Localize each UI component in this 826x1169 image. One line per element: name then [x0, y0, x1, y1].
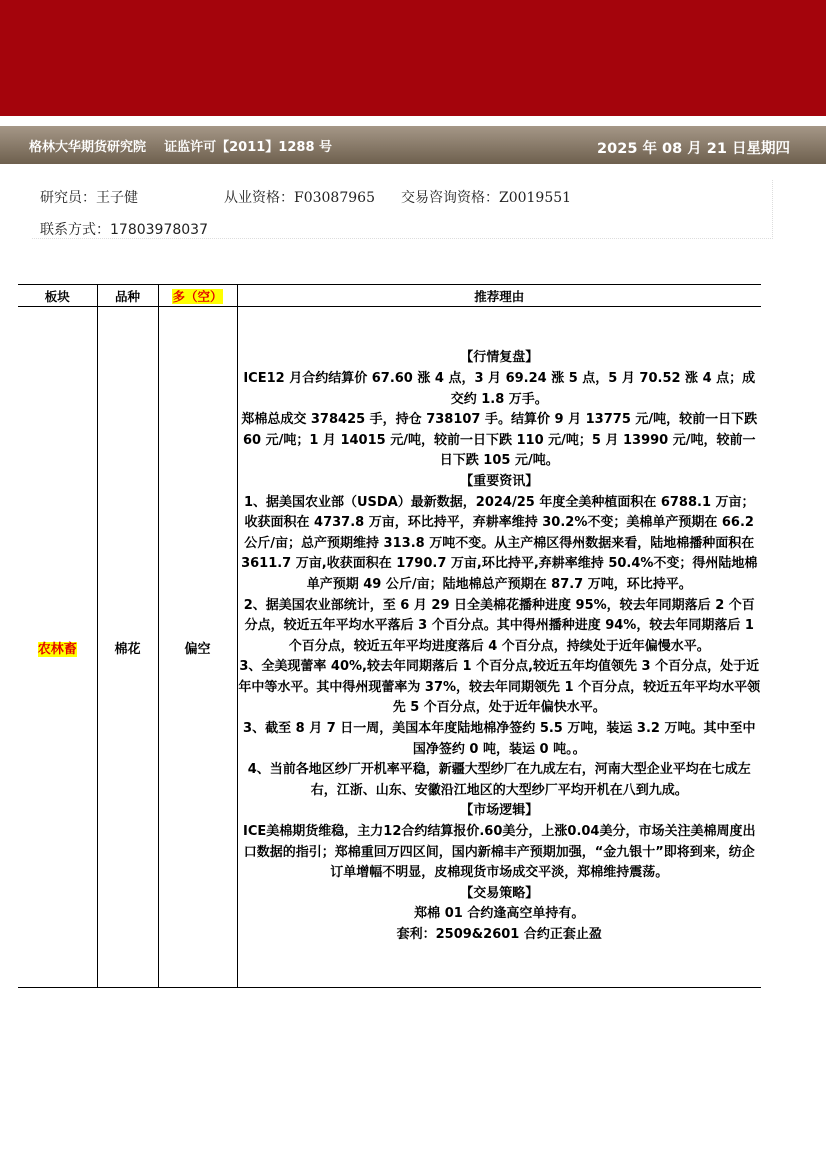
table-header-row — [18, 285, 761, 307]
org-name: 格林大华期货研究院 — [29, 140, 147, 155]
reason-paragraph: 郑棉总成交 378425 手，持仓 738107 手。结算价 9 月 13775 元/吨，较前一日下跌 60 元/吨；1 月 14015 元/吨，较前一日下跌 110 元/吨；5 月 13990 元/吨，较前一日下跌 105 元/吨。 — [241, 412, 758, 469]
reason-heading-strategy: 【交易策略】 — [460, 885, 539, 901]
researcher-name: 王子健 — [96, 190, 138, 206]
consult-number: Z0019551 — [498, 190, 572, 206]
license-number: 证监许可【2011】1288 号 — [164, 140, 333, 155]
reason-paragraph: ICE美棉期货维稳，主力12合约结算报价.60美分，上涨0.04美分，市场关注美棉周度出口数据的指引；郑棉重回万四区间，国内新棉丰产预期加强，“金九银十”即将到来，纺企订单增幅不明显，皮棉现货市场成交平淡，郑棉维持震荡。 — [243, 824, 756, 881]
header-sector: 板块 — [18, 285, 97, 307]
reason-paragraph: 2、据美国农业部统计，至 6 月 29 日全美棉花播种进度 95%，较去年同期落后 2 个百分点，较近五年平均水平落后 3 个百分点。其中得州播种进度 94%，较去年同期落后 1 个百分点，较近五年平均进度落后 4 个百分点，持续处于近年偏慢水平。 — [243, 597, 755, 654]
org-license-line — [29, 136, 332, 155]
reason-paragraph: ICE12 月合约结算价 67.60 涨 4 点，3 月 69.24 涨 5 点，5 月 70.52 涨 4 点；成交约 1.8 万手。 — [243, 370, 756, 407]
header-reason: 推荐理由 — [237, 285, 761, 307]
sector-value: 农林畜 — [37, 641, 77, 657]
reason-paragraph: 套利：2509&2601 合约正套止盈 — [396, 927, 602, 943]
reason-heading-news: 【重要资讯】 — [460, 473, 539, 489]
researcher-label: 研究员： — [40, 190, 96, 206]
reason-paragraph: 1、据美国农业部（USDA）最新数据，2024/25 年度全美种植面积在 6788.1 万亩；收获面积在 4737.8 万亩，环比持平，弃耕率维持 30.2%不变；美棉单产预期在 66.2 公斤/亩；总产预期维持 313.8 万吨不变。从主产棉区得州数据来看，陆地棉播种面积在 3611.7 万亩,收获面积在 1790.7 万亩,环比持平,弃耕率维持 50.4%不变；得州陆地棉单产预期 49 公斤/亩；陆地棉总产预期在 87.7 万吨，环比持平。 — [241, 494, 758, 592]
cell-sector — [18, 307, 97, 988]
cell-variety: 棉花 — [97, 307, 158, 988]
reason-paragraph: 4、当前各地区纱厂开机率平稳，新疆大型纱厂在九成左右，河南大型企业平均在七成左右，江浙、山东、安徽沿江地区的大型纱厂平均开机在八到九成。 — [247, 762, 751, 798]
header-direction — [158, 285, 237, 307]
reason-paragraph: 3、全美现蕾率 40%,较去年同期落后 1 个百分点,较近五年均值领先 3 个百分点，处于近年中等水平。其中得州现蕾率为 37%，较去年同期领先 1 个百分点，较近五年平均水平领先 5 个百分点，处于近年偏快水平。 — [238, 659, 761, 716]
report-date: 2025 年 08 月 21 日星期四 — [597, 141, 790, 157]
cell-direction: 偏空 — [158, 307, 237, 988]
contact-row — [40, 219, 208, 239]
direction-header-label: 多（空） — [172, 288, 223, 304]
reason-heading-logic: 【市场逻辑】 — [460, 803, 539, 819]
consult-label: 交易咨询资格： — [400, 190, 499, 206]
qualification-number: F03087965 — [294, 190, 375, 206]
cell-reason — [237, 307, 761, 988]
reason-heading-review: 【行情复盘】 — [460, 350, 539, 366]
contact-label: 联系方式： — [40, 222, 110, 238]
table-row — [18, 307, 761, 988]
qualification-label: 从业资格： — [224, 190, 294, 206]
researcher-row — [40, 187, 571, 207]
header-variety: 品种 — [97, 285, 158, 307]
recommendation-table — [18, 284, 761, 988]
contact-phone: 17803978037 — [110, 222, 208, 238]
reason-paragraph: 3、截至 8 月 7 日一周，美国本年度陆地棉净签约 5.5 万吨，装运 3.2 万吨。其中至中国净签约 0 吨，装运 0 吨。。 — [243, 721, 756, 757]
reason-paragraph: 郑棉 01 合约逢高空单持有。 — [414, 906, 585, 922]
top-brand-band — [0, 0, 826, 116]
